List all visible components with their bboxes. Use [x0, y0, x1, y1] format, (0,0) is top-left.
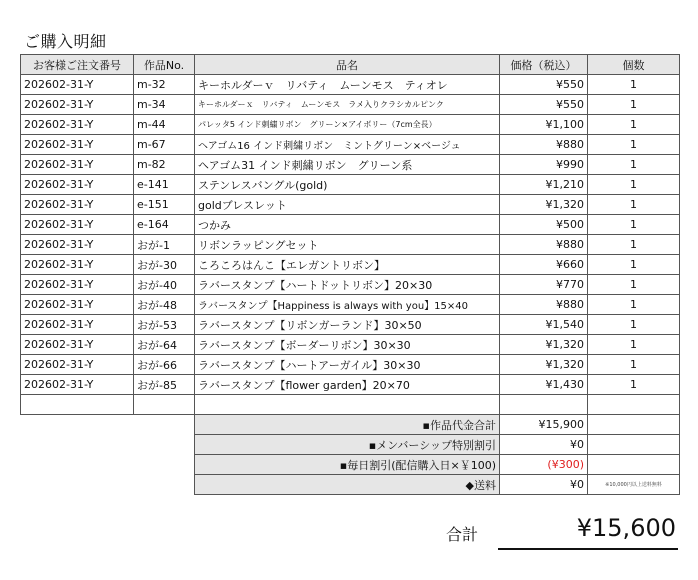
- item-name-cell: ヘアゴム16 インド刺繍リボン ミントグリーン×ベージュ: [195, 135, 500, 155]
- item-name-cell: ラバースタンプ【ハートアーガイル】30×30: [195, 355, 500, 375]
- table-row: [21, 195, 680, 215]
- order-table: [20, 54, 680, 495]
- order-number-cell: 202602-31-Y: [21, 195, 134, 215]
- order-number-cell: 202602-31-Y: [21, 295, 134, 315]
- table-row: [21, 155, 680, 175]
- item-code-cell: e-141: [134, 175, 195, 195]
- header-order-number: お客様ご注文番号: [21, 55, 134, 75]
- quantity-cell: 1: [588, 315, 680, 335]
- item-code-cell: おが-66: [134, 355, 195, 375]
- item-name-cell: ころころはんこ【エレガントリボン】: [195, 255, 500, 275]
- item-name-cell: ラバースタンプ【flower garden】20×70: [195, 375, 500, 395]
- item-code-cell: おが-53: [134, 315, 195, 335]
- quantity-cell: 1: [588, 75, 680, 95]
- quantity-cell: 1: [588, 275, 680, 295]
- item-name-cell: ステンレスバングル(gold): [195, 175, 500, 195]
- total-value: ¥15,600: [576, 514, 676, 542]
- empty-cell: [588, 415, 680, 435]
- table-row: [21, 215, 680, 235]
- order-number-cell: 202602-31-Y: [21, 335, 134, 355]
- order-number-cell: 202602-31-Y: [21, 315, 134, 335]
- price-cell: ¥1,540: [500, 315, 588, 335]
- empty-cell: [500, 395, 588, 415]
- item-code-cell: m-32: [134, 75, 195, 95]
- item-code-cell: おが-48: [134, 295, 195, 315]
- quantity-cell: 1: [588, 255, 680, 275]
- quantity-cell: 1: [588, 95, 680, 115]
- table-row: [21, 95, 680, 115]
- empty-cell: [588, 435, 680, 455]
- shipping-note: ※10,000円以上送料無料: [588, 475, 680, 495]
- order-number-cell: 202602-31-Y: [21, 175, 134, 195]
- order-number-cell: 202602-31-Y: [21, 135, 134, 155]
- order-number-cell: 202602-31-Y: [21, 375, 134, 395]
- price-cell: ¥1,320: [500, 355, 588, 375]
- order-number-cell: 202602-31-Y: [21, 75, 134, 95]
- item-name-cell: パレッタ5 インド刺繍リボン グリーン×アイボリー（7cm全長）: [195, 115, 500, 135]
- order-number-cell: 202602-31-Y: [21, 275, 134, 295]
- header-row: [21, 55, 680, 75]
- header-price: 価格（税込）: [500, 55, 588, 75]
- summary-row-member: [21, 435, 680, 455]
- price-cell: ¥1,320: [500, 335, 588, 355]
- table-row: [21, 255, 680, 275]
- quantity-cell: 1: [588, 295, 680, 315]
- total-underline: [498, 548, 678, 550]
- table-row: [21, 75, 680, 95]
- order-number-cell: 202602-31-Y: [21, 255, 134, 275]
- empty-cell: [134, 395, 195, 415]
- table-row: [21, 175, 680, 195]
- quantity-cell: 1: [588, 375, 680, 395]
- item-code-cell: おが-1: [134, 235, 195, 255]
- item-name-cell: キーホルダーｘ リバティ ムーンモス ラメ入りクラシカルピンク: [195, 95, 500, 115]
- order-number-cell: 202602-31-Y: [21, 235, 134, 255]
- price-cell: ¥990: [500, 155, 588, 175]
- header-item-name: 品名: [195, 55, 500, 75]
- header-item-code: 作品No.: [134, 55, 195, 75]
- price-cell: ¥1,320: [500, 195, 588, 215]
- order-number-cell: 202602-31-Y: [21, 215, 134, 235]
- empty-cell: [588, 455, 680, 475]
- price-cell: ¥880: [500, 135, 588, 155]
- price-cell: ¥550: [500, 75, 588, 95]
- item-name-cell: ヘアゴム31 インド刺繍リボン グリーン系: [195, 155, 500, 175]
- empty-cell: [21, 395, 134, 415]
- price-cell: ¥660: [500, 255, 588, 275]
- daily-discount-label: ▪毎日割引(配信購入日×￥100): [195, 455, 500, 475]
- item-name-cell: キーホルダーｖ リバティ ムーンモス ティオレ: [195, 75, 500, 95]
- quantity-cell: 1: [588, 355, 680, 375]
- table-row: [21, 115, 680, 135]
- item-name-cell: リボンラッピングセット: [195, 235, 500, 255]
- table-row: [21, 375, 680, 395]
- table-row: [21, 275, 680, 295]
- summary-row-daily: [21, 455, 680, 475]
- order-number-cell: 202602-31-Y: [21, 115, 134, 135]
- item-code-cell: m-82: [134, 155, 195, 175]
- price-cell: ¥880: [500, 295, 588, 315]
- table-row: [21, 295, 680, 315]
- item-name-cell: ラバースタンプ【ボーダーリボン】30×30: [195, 335, 500, 355]
- shipping-label: ◆送料: [195, 475, 500, 495]
- quantity-cell: 1: [588, 235, 680, 255]
- quantity-cell: 1: [588, 195, 680, 215]
- quantity-cell: 1: [588, 335, 680, 355]
- member-discount-label: ▪メンバーシップ特別割引: [195, 435, 500, 455]
- member-discount-value: ¥0: [500, 435, 588, 455]
- item-code-cell: m-34: [134, 95, 195, 115]
- table-row: [21, 315, 680, 335]
- shipping-value: ¥0: [500, 475, 588, 495]
- empty-row: [21, 395, 680, 415]
- price-cell: ¥1,100: [500, 115, 588, 135]
- price-cell: ¥500: [500, 215, 588, 235]
- item-code-cell: e-164: [134, 215, 195, 235]
- item-name-cell: ラバースタンプ【リボンガーランド】30×50: [195, 315, 500, 335]
- table-row: [21, 235, 680, 255]
- order-number-cell: 202602-31-Y: [21, 355, 134, 375]
- daily-discount-value: (¥300): [500, 455, 588, 475]
- quantity-cell: 1: [588, 155, 680, 175]
- item-code-cell: e-151: [134, 195, 195, 215]
- subtotal-label: ▪作品代金合計: [195, 415, 500, 435]
- header-quantity: 個数: [588, 55, 680, 75]
- total-label: 合計: [446, 525, 479, 544]
- quantity-cell: 1: [588, 215, 680, 235]
- table-row: [21, 135, 680, 155]
- item-code-cell: おが-64: [134, 335, 195, 355]
- quantity-cell: 1: [588, 135, 680, 155]
- price-cell: ¥880: [500, 235, 588, 255]
- empty-cell: [588, 395, 680, 415]
- item-code-cell: m-44: [134, 115, 195, 135]
- summary-row-shipping: [21, 475, 680, 495]
- price-cell: ¥770: [500, 275, 588, 295]
- table-row: [21, 355, 680, 375]
- item-name-cell: ラバースタンプ【ハートドットリボン】20×30: [195, 275, 500, 295]
- summary-row-subtotal: [21, 415, 680, 435]
- empty-cell: [195, 395, 500, 415]
- page-title: ご購入明細: [24, 32, 107, 51]
- quantity-cell: 1: [588, 175, 680, 195]
- item-code-cell: おが-30: [134, 255, 195, 275]
- item-name-cell: ラバースタンプ【Happiness is always with you】15×40: [195, 295, 500, 315]
- quantity-cell: 1: [588, 115, 680, 135]
- subtotal-value: ¥15,900: [500, 415, 588, 435]
- item-name-cell: goldブレスレット: [195, 195, 500, 215]
- order-number-cell: 202602-31-Y: [21, 95, 134, 115]
- item-name-cell: つかみ: [195, 215, 500, 235]
- item-code-cell: m-67: [134, 135, 195, 155]
- item-code-cell: おが-40: [134, 275, 195, 295]
- price-cell: ¥1,430: [500, 375, 588, 395]
- item-code-cell: おが-85: [134, 375, 195, 395]
- table-row: [21, 335, 680, 355]
- order-number-cell: 202602-31-Y: [21, 155, 134, 175]
- price-cell: ¥550: [500, 95, 588, 115]
- price-cell: ¥1,210: [500, 175, 588, 195]
